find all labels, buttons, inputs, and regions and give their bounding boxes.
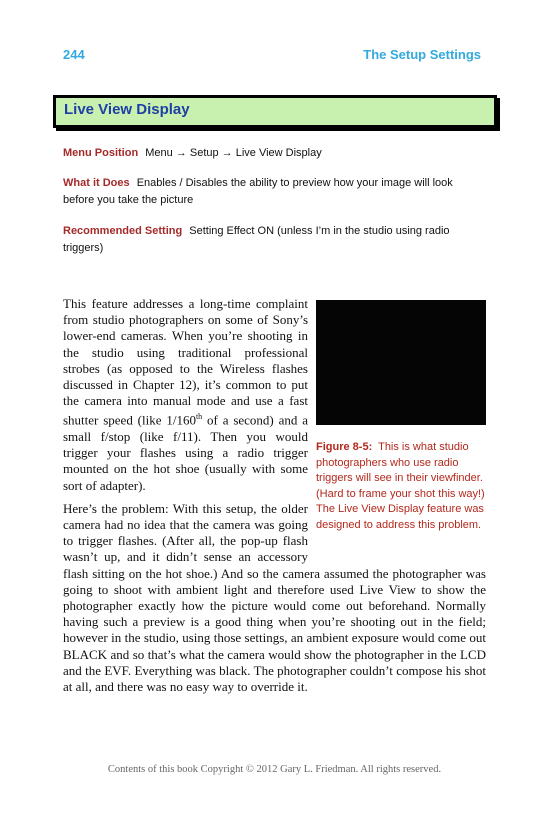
paragraph-1-text-cont: of a second) and a small f/stop (like f/11). Then you would trigger your flashes using a radio trigger mounted on the hot shoe (usually with some sort of adapter). xyxy=(63,412,308,493)
figure-caption-text: This is what studio photographers who use radio triggers will see in their viewfinder. (Hard to frame your shot this way!) The Live View Display feature was designed to address this problem. xyxy=(316,441,485,531)
section-title: Live View Display xyxy=(64,101,190,118)
menu-position-value: Menu → Setup → Live View Display xyxy=(145,147,322,159)
running-header: The Setup Settings xyxy=(363,47,481,62)
figure-caption-label: Figure 8-5: xyxy=(316,441,373,453)
superscript-th: th xyxy=(195,412,203,422)
paragraph-2: Here’s the problem: With this setup, the older camera had no idea that the camera was going to trigger flashes. (After all, the pop-up flash wasn’t up, and it didn’t sense an accessory flash sitting on the hot shoe.) And so the camera assumed the photographer was going to shoot with ambient light and therefore used Live View to show the photographer exactly how the picture would come out beforehand. Normally having such a preview is a good thing when you’re shooting out in the field; however in the studio, using those settings, an ambient exposure would come out BLACK and so that’s what the camera would show the photographer in the LCD and the EVF. Everything was black. The photographer couldn’t compose his shot at all, and there was no easy way to override it. xyxy=(63,500,486,694)
copyright-footer: Contents of this book Copyright © 2012 Gary L. Friedman. All rights reserved. xyxy=(107,764,442,775)
page-number: 244 xyxy=(63,47,85,62)
figure-caption xyxy=(316,440,486,533)
menu-position-row xyxy=(63,145,483,162)
section-title-box xyxy=(53,95,497,128)
black-viewfinder-image xyxy=(316,300,486,425)
paragraph-1-text: This feature addresses a long-time complaint from studio photographers on some of Sony’s lower-end cameras. When you’re shooting in the studio using traditional professional strobes (as opposed to the Wireless flashes discussed in Chapter 12), it’s common to put the camera into manual mode and use a fast shutter speed (like 1/160 xyxy=(63,296,308,428)
recommended-setting-row xyxy=(63,223,483,257)
recommended-setting-value: Setting Effect ON (unless I’m in the studio using radio triggers) xyxy=(63,225,450,254)
what-it-does-value: Enables / Disables the ability to preview how your image will look before you take the picture xyxy=(63,177,453,206)
menu-position-label: Menu Position xyxy=(63,147,139,159)
what-it-does-row xyxy=(63,175,483,209)
recommended-setting-label: Recommended Setting xyxy=(63,225,183,237)
what-it-does-label: What it Does xyxy=(63,177,130,189)
